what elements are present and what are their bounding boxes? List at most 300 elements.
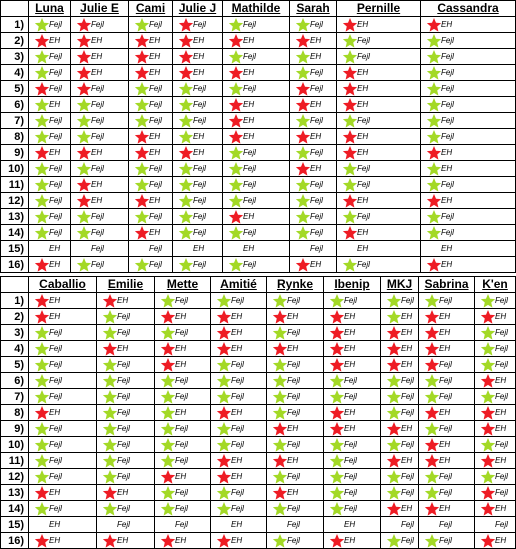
result-cell (211, 469, 267, 485)
result-value: Fejl (401, 472, 414, 481)
star-shape (273, 294, 287, 308)
star-shape (427, 210, 441, 224)
result-cell (211, 341, 267, 357)
table-row (0, 209, 516, 225)
result-cell (223, 241, 290, 257)
result-value: Fejl (310, 116, 323, 125)
result-value: Fejl (149, 212, 162, 221)
result-cell (97, 469, 155, 485)
star-shape (161, 486, 175, 500)
star-shape (229, 178, 243, 192)
star-shape (77, 258, 91, 272)
result-value: Fejl (91, 244, 104, 253)
column-header: Mette (155, 276, 211, 293)
star-shape (229, 50, 243, 64)
result-value: EH (401, 312, 413, 321)
star-shape (35, 374, 49, 388)
result-value: EH (441, 164, 453, 173)
column-header: Rynke (267, 276, 324, 293)
row-number: 10) (0, 437, 29, 453)
result-value: EH (401, 360, 413, 369)
result-value: Fejl (344, 472, 357, 481)
result-cell (337, 241, 421, 257)
star-shape (161, 390, 175, 404)
result-value: Fejl (91, 212, 104, 221)
result-cell (381, 453, 419, 469)
star-shape (330, 406, 344, 420)
result-value: Fejl (344, 504, 357, 513)
result-value: Fejl (149, 260, 162, 269)
star-shape (481, 502, 495, 516)
header-row (0, 0, 516, 17)
result-value: Fejl (243, 20, 256, 29)
table-row (0, 257, 516, 273)
result-cell (223, 17, 290, 33)
star-shape (343, 210, 357, 224)
result-cell (173, 129, 223, 145)
column-header: K'en (475, 276, 516, 293)
result-value: Fejl (231, 504, 244, 513)
star-shape (425, 486, 439, 500)
result-cell (290, 97, 337, 113)
result-value: Fejl (49, 328, 62, 337)
result-cell (267, 485, 324, 501)
star-shape (161, 374, 175, 388)
result-cell (421, 65, 516, 81)
result-cell (155, 405, 211, 421)
result-cell (211, 485, 267, 501)
star-shape (77, 146, 91, 160)
star-shape (296, 114, 310, 128)
star-shape (179, 34, 193, 48)
result-cell (29, 145, 71, 161)
result-cell (29, 177, 71, 193)
result-value: EH (439, 456, 451, 465)
star-shape (296, 146, 310, 160)
star-shape (161, 358, 175, 372)
star-shape (343, 82, 357, 96)
result-cell (337, 65, 421, 81)
result-cell (337, 225, 421, 241)
result-cell (223, 177, 290, 193)
result-value: Fejl (175, 376, 188, 385)
result-cell (290, 161, 337, 177)
result-cell (267, 437, 324, 453)
result-cell (223, 97, 290, 113)
star-shape (103, 358, 117, 372)
result-value: EH (495, 424, 507, 433)
star-shape (427, 130, 441, 144)
result-cell (129, 257, 173, 273)
star-shape (217, 310, 231, 324)
star-shape (103, 534, 117, 548)
star-shape (217, 326, 231, 340)
star-shape (35, 210, 49, 224)
result-value: EH (193, 68, 205, 77)
result-cell (71, 177, 129, 193)
star-shape (330, 470, 344, 484)
results-table-top (0, 0, 516, 273)
result-cell (211, 373, 267, 389)
result-cell (290, 241, 337, 257)
result-cell (267, 501, 324, 517)
result-value: Fejl (149, 84, 162, 93)
result-cell (155, 341, 211, 357)
result-value: Fejl (401, 408, 414, 417)
result-value: EH (49, 408, 61, 417)
result-value: EH (91, 148, 103, 157)
result-value: Fejl (344, 296, 357, 305)
results-table-bottom (0, 276, 516, 549)
result-cell (173, 81, 223, 97)
result-value: Fejl (149, 116, 162, 125)
star-shape (77, 34, 91, 48)
result-cell (29, 325, 97, 341)
star-shape (161, 438, 175, 452)
result-cell (290, 33, 337, 49)
result-value: Fejl (441, 228, 454, 237)
result-value: Fejl (310, 228, 323, 237)
result-cell (97, 437, 155, 453)
result-cell (267, 389, 324, 405)
result-value: Fejl (287, 408, 300, 417)
result-value: Fejl (193, 260, 206, 269)
result-value: EH (441, 196, 453, 205)
star-shape (35, 326, 49, 340)
row-number: 3) (0, 49, 29, 65)
result-cell (324, 309, 381, 325)
star-shape (229, 34, 243, 48)
result-value: Fejl (243, 260, 256, 269)
result-cell (29, 161, 71, 177)
result-value: Fejl (149, 180, 162, 189)
table-row (0, 325, 516, 341)
star-shape (387, 406, 401, 420)
row-number: 9) (0, 421, 29, 437)
result-cell (29, 193, 71, 209)
star-shape (217, 374, 231, 388)
result-cell (211, 437, 267, 453)
row-number: 9) (0, 145, 29, 161)
result-value: Fejl (357, 52, 370, 61)
result-cell (129, 17, 173, 33)
result-value: Fejl (495, 360, 508, 369)
star-shape (161, 326, 175, 340)
star-shape (217, 454, 231, 468)
star-shape (103, 374, 117, 388)
result-cell (421, 241, 516, 257)
star-shape (425, 294, 439, 308)
result-value: Fejl (243, 196, 256, 205)
row-number: 3) (0, 325, 29, 341)
result-value: Fejl (495, 328, 508, 337)
result-value: EH (175, 312, 187, 321)
star-shape (161, 470, 175, 484)
result-value: EH (357, 196, 369, 205)
star-shape (103, 470, 117, 484)
result-value: EH (49, 244, 61, 253)
star-shape (296, 66, 310, 80)
star-shape (343, 226, 357, 240)
star-shape (35, 342, 49, 356)
result-cell (419, 325, 475, 341)
star-shape (343, 194, 357, 208)
star-shape (481, 534, 495, 548)
star-shape (135, 50, 149, 64)
result-value: Fejl (117, 440, 130, 449)
result-cell (71, 65, 129, 81)
star-shape (330, 326, 344, 340)
result-value: Fejl (287, 376, 300, 385)
star-shape (273, 390, 287, 404)
result-value: EH (439, 504, 451, 513)
star-shape (296, 226, 310, 240)
result-cell (381, 341, 419, 357)
star-shape (35, 130, 49, 144)
result-value: Fejl (287, 360, 300, 369)
result-value: EH (287, 344, 299, 353)
result-value: EH (401, 328, 413, 337)
table-row (0, 405, 516, 421)
result-value: EH (175, 360, 187, 369)
star-shape (103, 310, 117, 324)
star-shape (425, 534, 439, 548)
result-cell (97, 357, 155, 373)
result-value: Fejl (439, 520, 452, 529)
star-shape (273, 358, 287, 372)
result-value: Fejl (91, 228, 104, 237)
row-number: 11) (0, 453, 29, 469)
result-value: Fejl (193, 180, 206, 189)
result-cell (419, 293, 475, 309)
row-number: 2) (0, 309, 29, 325)
star-shape (77, 66, 91, 80)
result-value: EH (193, 52, 205, 61)
result-cell (475, 357, 516, 373)
result-value: Fejl (49, 20, 62, 29)
result-value: EH (231, 520, 243, 529)
result-cell (337, 129, 421, 145)
result-value: Fejl (117, 456, 130, 465)
star-shape (273, 486, 287, 500)
result-cell (223, 65, 290, 81)
result-cell (290, 65, 337, 81)
result-value: Fejl (175, 328, 188, 337)
table-row (0, 49, 516, 65)
star-shape (343, 114, 357, 128)
result-cell (129, 33, 173, 49)
star-shape (296, 210, 310, 224)
row-number: 4) (0, 65, 29, 81)
star-shape (77, 162, 91, 176)
result-cell (71, 145, 129, 161)
row-number: 7) (0, 113, 29, 129)
result-value: EH (231, 456, 243, 465)
result-value: Fejl (149, 20, 162, 29)
result-value: Fejl (310, 196, 323, 205)
star-shape (217, 486, 231, 500)
star-shape (77, 194, 91, 208)
result-value: EH (441, 260, 453, 269)
star-shape (481, 470, 495, 484)
star-shape (427, 258, 441, 272)
result-value: EH (357, 228, 369, 237)
result-value: Fejl (117, 408, 130, 417)
result-value: EH (117, 296, 129, 305)
result-value: Fejl (49, 440, 62, 449)
result-cell (223, 49, 290, 65)
star-shape (387, 486, 401, 500)
result-value: Fejl (175, 504, 188, 513)
result-cell (71, 161, 129, 177)
header-corner (0, 0, 29, 17)
result-cell (97, 373, 155, 389)
result-value: Fejl (49, 196, 62, 205)
star-shape (135, 178, 149, 192)
result-value: Fejl (401, 296, 414, 305)
result-value: Fejl (117, 312, 130, 321)
column-header: Cassandra (421, 0, 516, 17)
result-value: EH (441, 244, 453, 253)
result-cell (155, 485, 211, 501)
result-value: Fejl (49, 132, 62, 141)
result-value: EH (287, 312, 299, 321)
star-shape (343, 258, 357, 272)
result-cell (29, 81, 71, 97)
star-shape (427, 178, 441, 192)
star-shape (296, 130, 310, 144)
result-value: Fejl (344, 456, 357, 465)
table-row (0, 193, 516, 209)
star-shape (135, 226, 149, 240)
result-cell (290, 209, 337, 225)
result-value: Fejl (439, 392, 452, 401)
result-cell (173, 113, 223, 129)
result-value: Fejl (357, 164, 370, 173)
row-number: 15) (0, 517, 29, 533)
result-cell (337, 193, 421, 209)
result-cell (97, 501, 155, 517)
result-value: Fejl (287, 472, 300, 481)
star-shape (330, 486, 344, 500)
result-cell (324, 469, 381, 485)
result-value: EH (344, 408, 356, 417)
table-row (0, 33, 516, 49)
result-value: Fejl (243, 52, 256, 61)
result-value: Fejl (49, 456, 62, 465)
star-shape (296, 50, 310, 64)
result-cell (421, 257, 516, 273)
star-shape (77, 82, 91, 96)
result-cell (381, 421, 419, 437)
result-cell (421, 33, 516, 49)
result-cell (223, 33, 290, 49)
result-value: Fejl (310, 180, 323, 189)
star-shape (330, 374, 344, 388)
star-shape (387, 470, 401, 484)
result-value: Fejl (287, 520, 300, 529)
result-value: Fejl (439, 536, 452, 545)
star-shape (179, 258, 193, 272)
result-cell (129, 225, 173, 241)
result-cell (290, 225, 337, 241)
result-cell (267, 293, 324, 309)
result-value: EH (287, 456, 299, 465)
result-cell (97, 309, 155, 325)
result-value: EH (231, 408, 243, 417)
result-cell (97, 485, 155, 501)
star-shape (35, 502, 49, 516)
result-value: EH (117, 344, 129, 353)
star-shape (217, 438, 231, 452)
star-shape (481, 390, 495, 404)
row-number: 13) (0, 209, 29, 225)
result-cell (129, 241, 173, 257)
result-value: Fejl (495, 344, 508, 353)
result-value: Fejl (357, 116, 370, 125)
result-cell (223, 81, 290, 97)
star-shape (481, 438, 495, 452)
star-shape (427, 114, 441, 128)
star-shape (330, 454, 344, 468)
result-cell (381, 437, 419, 453)
result-value: Fejl (344, 392, 357, 401)
star-shape (229, 114, 243, 128)
result-value: EH (310, 132, 322, 141)
column-header: Luna (29, 0, 71, 17)
result-value: EH (344, 536, 356, 545)
result-value: EH (117, 536, 129, 545)
result-cell (29, 437, 97, 453)
result-cell (29, 373, 97, 389)
star-shape (427, 82, 441, 96)
column-header: Sabrina (419, 276, 475, 293)
result-value: EH (231, 344, 243, 353)
result-value: Fejl (495, 296, 508, 305)
table-row (0, 485, 516, 501)
result-value: Fejl (117, 360, 130, 369)
result-value: EH (243, 100, 255, 109)
result-value: EH (243, 116, 255, 125)
star-shape (35, 226, 49, 240)
result-value: EH (401, 504, 413, 513)
result-cell (419, 357, 475, 373)
result-cell (419, 405, 475, 421)
result-value: Fejl (231, 376, 244, 385)
result-cell (97, 453, 155, 469)
result-cell (421, 17, 516, 33)
result-value: Fejl (91, 164, 104, 173)
star-shape (161, 454, 175, 468)
star-shape (387, 358, 401, 372)
star-shape (427, 162, 441, 176)
result-cell (290, 193, 337, 209)
star-shape (425, 358, 439, 372)
star-shape (273, 502, 287, 516)
result-cell (71, 241, 129, 257)
result-value: Fejl (193, 84, 206, 93)
result-cell (129, 145, 173, 161)
star-shape (273, 470, 287, 484)
result-value: EH (344, 344, 356, 353)
star-shape (179, 114, 193, 128)
result-cell (421, 193, 516, 209)
result-value: EH (243, 244, 255, 253)
result-value: EH (149, 52, 161, 61)
result-value: Fejl (441, 180, 454, 189)
result-cell (211, 421, 267, 437)
result-value: Fejl (243, 148, 256, 157)
